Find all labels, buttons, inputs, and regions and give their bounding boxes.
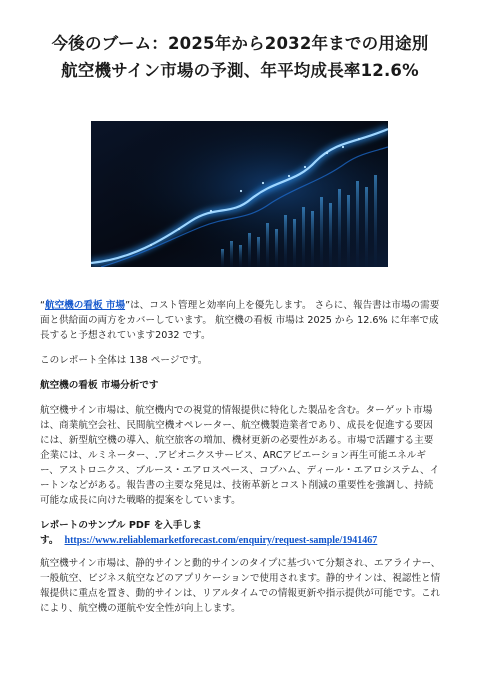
hero-spark [150,244,152,246]
hero-bar [266,223,269,267]
hero-bar [239,245,242,267]
hero-bar [338,189,341,267]
hero-bar [320,197,323,267]
segment-paragraph: 航空機サイン市場は、静的サインと動的サインのタイプに基づいて分類され、エアライナー、一般航空、ビジネス航空などのアプリケーションで使用されます。静的サインは、視認性と情報提供に重点を置き、動的サインは、リアルタイムでの情報更新や指示提供が可能です。これにより、航空機の運航や安全性が向上します。 [40,558,441,614]
hero-bar [374,175,377,267]
page-title [28,30,452,84]
hero-bar [275,229,278,267]
hero-spark [358,138,360,140]
intro-text: は、コスト管理と効率向上を優先します。 さらに、報告書は市場の需要面と供給面の両方をカバーしています。 航空機の看板 市場は 2025 から 12.6% に年率で成長すると予想されています2032 です。 [40,300,440,341]
intro-paragraph [40,298,442,343]
hero-bar [329,203,332,267]
document-body [40,298,442,626]
hero-spark [240,190,242,192]
hero-bar [302,207,305,267]
analysis-heading: 航空機の看板 市場分析です [40,380,159,391]
hero-spark [178,228,180,230]
sample-url-link[interactable]: https://www.reliablemarketforecast.com/enquiry/request-sample/1941467 [64,535,378,546]
hero-spark [210,210,212,212]
hero-bar [230,241,233,267]
hero-bar [257,237,260,267]
quote-open: “ [40,300,45,311]
rising-trend-chart-image [91,121,388,267]
pages-note: このレポート全体は 138 ページです。 [40,355,208,366]
hero-bar [248,233,251,267]
hero-bar [311,211,314,267]
hero-bar [365,187,368,267]
sample-request [40,518,442,548]
title-line-1: 今後のブーム：2025年から2032年までの用途別 [51,34,429,53]
sample-label-2: す。 [40,535,59,546]
hero-bar [293,219,296,267]
quote-close: ” [125,300,131,311]
title-line-2: 航空機サイン市場の予測、年平均成長率12.6% [61,61,419,80]
analysis-paragraph: 航空機サイン市場は、航空機内での視覚的情報提供に特化した製品を含む。ターゲット市場は、商業航空会社、民間航空機オペレーター、航空機製造業者であり、成長を促進する要因には、新型航空機の導入、航空旅客の増加、機材更新の必要性がある。市場で活躍する主要企業には、ルミネーター、.アビオニクスサービス、ARCアビエーション再生可能エネルギー、アストロニクス、ブルース・エアロスペース、コブハム、ディール・エアロシステム、イートンなどがある。報告書の主要な発見は、技術革新とコスト削減の重要性を強調し、持続可能な成長に向けた戦略的提案をしています。 [40,405,440,506]
hero-spark [342,146,344,148]
hero-spark [326,152,328,154]
hero-bar [284,215,287,267]
market-link[interactable]: 航空機の看板 市場 [44,300,126,311]
hero-spark [288,175,290,177]
hero-spark [262,182,264,184]
hero-bar [356,181,359,267]
hero-bar [221,249,224,267]
hero-bar [347,195,350,267]
hero-spark [304,166,306,168]
sample-label-1: レポートのサンプル PDF を入手しま [40,520,202,531]
